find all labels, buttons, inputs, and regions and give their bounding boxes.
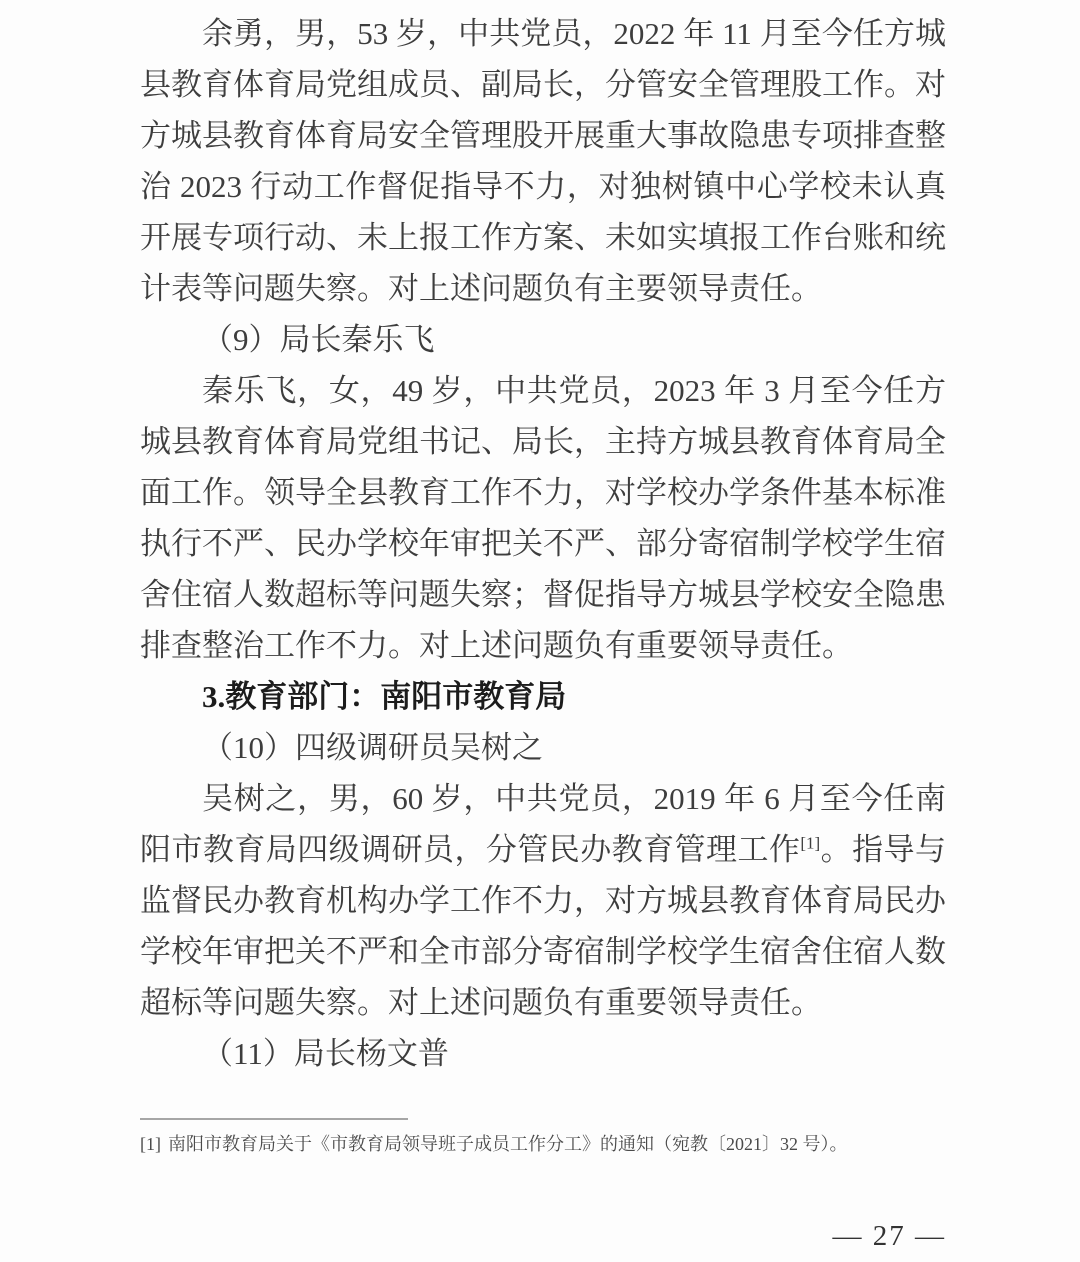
paragraph-text: 吴树之，男，60 岁，中共党员，2019 年 6 月至今任南阳市教育局四级调研员，分管民办教育管理工作 bbox=[140, 781, 946, 867]
paragraph-text: 余勇，男，53 岁，中共党员，2022 年 11 月至今任方城县教育体育局党组成员、副局长，分管安全管理股工作。对方城县教育体育局安全管理股开展重大事故隐患专项排查整治 2023 行动工作督促指导不力，对独树镇中心学校未认真开展专项行动、未上报工作方案、未如实填报工作台账和统计表等问题失察。对上述问题负有主要领导责任。 bbox=[140, 16, 946, 306]
footnote bbox=[140, 1131, 946, 1157]
paragraph-text: （9）局长秦乐飞 bbox=[202, 322, 435, 357]
paragraph-yu-yong-bio bbox=[140, 8, 946, 314]
footnote-text: 南阳市教育局关于《市教育局领导班子成员工作分工》的通知（宛教〔2021〕32 号）。 bbox=[168, 1134, 848, 1154]
footnote-marker: [1] bbox=[140, 1134, 161, 1154]
paragraph-text: 秦乐飞，女，49 岁，中共党员，2023 年 3 月至今任方城县教育体育局党组书记、局长，主持方城县教育体育局全面工作。领导全县教育工作不力，对学校办学条件基本标准执行不严、民办学校年审把关不严、部分寄宿制学校学生宿舍住宿人数超标等问题失察；督促指导方城县学校安全隐患排查整治工作不力。对上述问题负有重要领导责任。 bbox=[140, 373, 946, 663]
document-body bbox=[140, 8, 946, 1079]
subhead-item-11 bbox=[140, 1028, 946, 1079]
paragraph-qin-lefei-bio bbox=[140, 365, 946, 671]
page-number: — 27 — bbox=[832, 1220, 946, 1252]
paragraph-text: （11）局长杨文普 bbox=[202, 1036, 449, 1071]
paragraph-text: （10）四级调研员吴树之 bbox=[202, 730, 543, 765]
subhead-item-9 bbox=[140, 314, 946, 365]
paragraph-text: 。指导与监督民办教育机构办学工作不力，对方城县教育体育局民办学校年审把关不严和全市部分寄宿制学校学生宿舍住宿人数超标等问题失察。对上述问题负有重要领导责任。 bbox=[140, 832, 947, 1020]
footnote-separator-rule bbox=[140, 1118, 408, 1120]
subhead-item-10 bbox=[140, 722, 946, 773]
paragraph-wu-shuzhi-bio bbox=[140, 773, 946, 1028]
footnote-ref: [1] bbox=[800, 833, 821, 853]
paragraph-text: 3.教育部门：南阳市教育局 bbox=[202, 679, 567, 714]
section-heading-education-dept bbox=[140, 671, 946, 722]
footnote-area bbox=[140, 1118, 946, 1157]
